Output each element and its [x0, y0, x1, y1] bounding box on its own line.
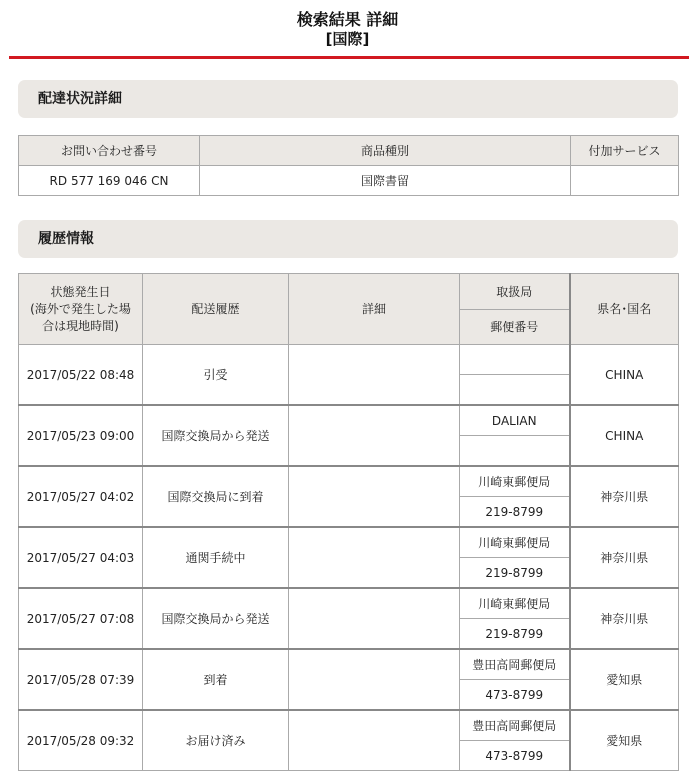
history-postal-code: 219-8799	[460, 558, 570, 589]
history-detail	[289, 405, 460, 466]
page-title: 検索結果 詳細	[296, 10, 399, 29]
history-region: 愛知県	[570, 710, 679, 771]
history-region: 神奈川県	[570, 588, 679, 649]
history-postal-code	[460, 375, 570, 406]
column-header-office: 取扱局	[460, 274, 570, 310]
history-office: DALIAN	[460, 405, 570, 436]
history-status: 国際交換局から発送	[143, 588, 289, 649]
section-title-delivery-status: 配達状況詳細	[18, 80, 678, 118]
history-status: 引受	[143, 345, 289, 406]
column-header-date: 状態発生日 (海外で発生した場 合は現地時間)	[19, 274, 143, 345]
product-type: 国際書留	[200, 166, 571, 196]
history-office: 川崎東郵便局	[460, 588, 570, 619]
history-row	[19, 345, 679, 375]
column-header-status: 配送履歴	[143, 274, 289, 345]
history-status: 通関手続中	[143, 527, 289, 588]
history-row	[19, 588, 679, 619]
history-detail	[289, 588, 460, 649]
page-header	[0, 0, 695, 54]
history-detail	[289, 649, 460, 710]
history-region: CHINA	[570, 405, 679, 466]
history-office: 豊田高岡郵便局	[460, 710, 570, 741]
history-detail	[289, 466, 460, 527]
history-office: 川崎東郵便局	[460, 466, 570, 497]
history-postal-code: 473-8799	[460, 680, 570, 711]
history-region: CHINA	[570, 345, 679, 406]
history-postal-code: 473-8799	[460, 741, 570, 771]
history-detail	[289, 710, 460, 771]
additional-service	[571, 166, 679, 196]
history-date: 2017/05/28 07:39	[19, 649, 143, 710]
column-header-additional-service: 付加サービス	[571, 136, 679, 166]
history-postal-code: 219-8799	[460, 619, 570, 650]
history-status: お届け済み	[143, 710, 289, 771]
history-office	[460, 345, 570, 375]
page-subtitle: [国際]	[325, 30, 370, 48]
history-date: 2017/05/22 08:48	[19, 345, 143, 406]
shipment-table	[18, 135, 679, 196]
history-status: 国際交換局に到着	[143, 466, 289, 527]
history-date: 2017/05/27 07:08	[19, 588, 143, 649]
history-date: 2017/05/27 04:03	[19, 527, 143, 588]
history-office: 豊田高岡郵便局	[460, 649, 570, 680]
history-detail	[289, 345, 460, 406]
history-status: 国際交換局から発送	[143, 405, 289, 466]
history-row	[19, 405, 679, 436]
history-postal-code	[460, 436, 570, 467]
history-status: 到着	[143, 649, 289, 710]
tracking-number: RD 577 169 046 CN	[19, 166, 200, 196]
history-region: 神奈川県	[570, 466, 679, 527]
history-detail	[289, 527, 460, 588]
history-office: 川崎東郵便局	[460, 527, 570, 558]
history-row	[19, 527, 679, 558]
history-row	[19, 649, 679, 680]
history-date: 2017/05/28 09:32	[19, 710, 143, 771]
history-postal-code: 219-8799	[460, 497, 570, 528]
shipment-row	[19, 166, 679, 196]
history-region: 神奈川県	[570, 527, 679, 588]
column-header-postal-code: 郵便番号	[460, 309, 570, 345]
section-title-history: 履歴情報	[18, 220, 678, 258]
header-divider	[9, 56, 689, 59]
history-date: 2017/05/27 04:02	[19, 466, 143, 527]
history-row	[19, 710, 679, 741]
column-header-product-type: 商品種別	[200, 136, 571, 166]
column-header-region: 県名･国名	[570, 274, 679, 345]
column-header-tracking-number: お問い合わせ番号	[19, 136, 200, 166]
history-date: 2017/05/23 09:00	[19, 405, 143, 466]
history-table	[18, 273, 679, 771]
column-header-detail: 詳細	[289, 274, 460, 345]
history-region: 愛知県	[570, 649, 679, 710]
history-row	[19, 466, 679, 497]
